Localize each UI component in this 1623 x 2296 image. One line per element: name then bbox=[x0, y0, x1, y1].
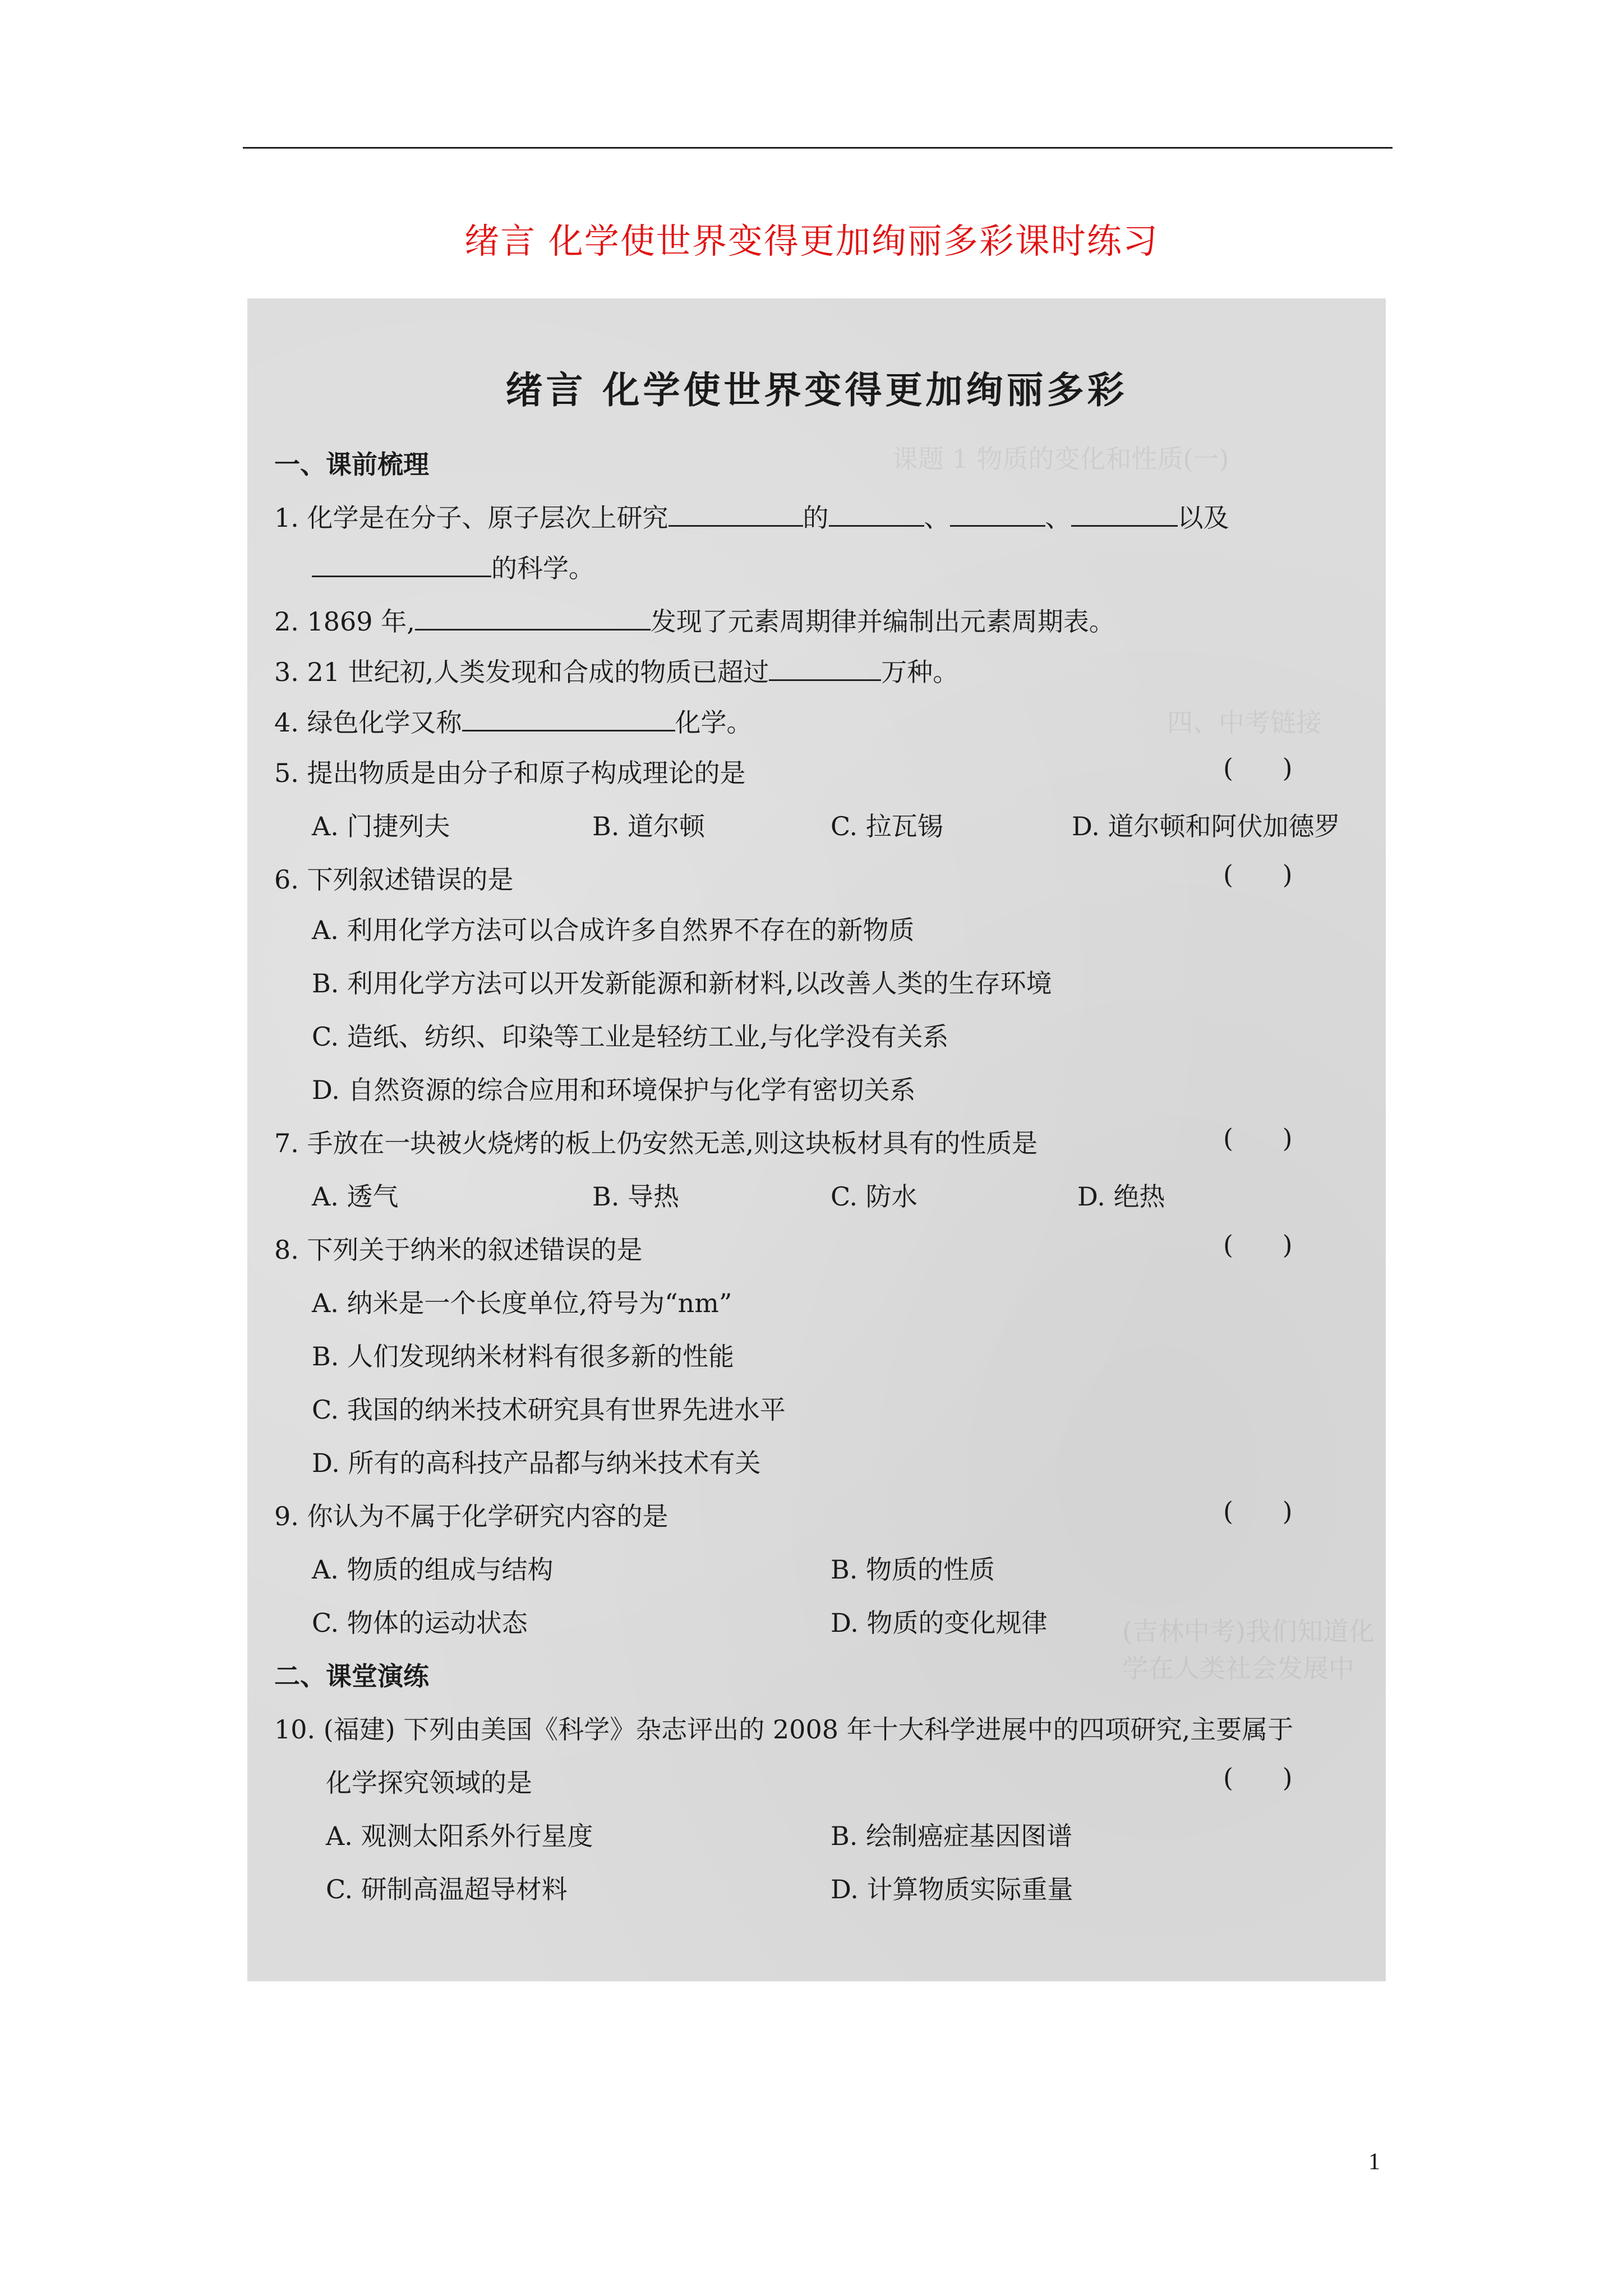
q10-option-c[interactable]: C. 研制高温超导材料 bbox=[326, 1874, 568, 1904]
q3-text-a: 3. 21 世纪初,人类发现和合成的物质已超过 bbox=[274, 657, 769, 687]
q10-option-a[interactable]: A. 观测太阳系外行星度 bbox=[326, 1821, 593, 1851]
q9-option-c[interactable]: C. 物体的运动状态 bbox=[312, 1608, 528, 1638]
q8-option-b[interactable]: B. 人们发现纳米材料有很多新的性能 bbox=[312, 1341, 735, 1372]
question-10-stem: 10. (福建) 下列由美国《科学》杂志评出的 2008 年十大科学进展中的四项研究,主要属于 bbox=[274, 1714, 1294, 1745]
q1-blank-4[interactable] bbox=[1071, 503, 1178, 527]
q1-text-e: 以及 bbox=[1177, 503, 1229, 533]
q1-blank-3[interactable] bbox=[950, 503, 1045, 527]
q8-answer-paren[interactable]: ( ) bbox=[1223, 1230, 1293, 1260]
q1-text-f: 的科学。 bbox=[491, 553, 594, 583]
q7-option-a[interactable]: A. 透气 bbox=[312, 1181, 399, 1212]
q7-option-d[interactable]: D. 绝热 bbox=[1077, 1181, 1165, 1212]
q4-text-b: 化学。 bbox=[675, 707, 753, 738]
question-5-stem: 5. 提出物质是由分子和原子构成理论的是 bbox=[274, 758, 746, 788]
q8-option-c[interactable]: C. 我国的纳米技术研究具有世界先进水平 bbox=[312, 1395, 786, 1425]
q5-option-a[interactable]: A. 门捷列夫 bbox=[312, 811, 450, 841]
q1-text-c: 、 bbox=[924, 503, 950, 533]
q1-blank-2[interactable] bbox=[829, 503, 924, 527]
q10-option-d[interactable]: D. 计算物质实际重量 bbox=[831, 1874, 1073, 1904]
worksheet-title: 绪言 化学使世界变得更加绚丽多彩 bbox=[505, 368, 1128, 412]
q5-option-c[interactable]: C. 拉瓦锡 bbox=[831, 811, 943, 841]
question-9-stem: 9. 你认为不属于化学研究内容的是 bbox=[274, 1501, 668, 1531]
q5-option-d[interactable]: D. 道尔顿和阿伏加德罗 bbox=[1072, 811, 1340, 841]
q7-answer-paren[interactable]: ( ) bbox=[1223, 1123, 1293, 1153]
q8-option-d[interactable]: D. 所有的高科技产品都与纳米技术有关 bbox=[312, 1448, 761, 1478]
section-heading-prestudy: 一、课前梳理 bbox=[274, 449, 429, 480]
question-1 bbox=[274, 498, 1229, 535]
question-10-stem-cont: 化学探究领域的是 bbox=[326, 1768, 532, 1798]
q9-option-b[interactable]: B. 物质的性质 bbox=[831, 1554, 995, 1585]
question-8-stem: 8. 下列关于纳米的叙述错误的是 bbox=[274, 1235, 643, 1265]
q7-option-b[interactable]: B. 导热 bbox=[592, 1181, 680, 1212]
q2-blank[interactable] bbox=[415, 606, 651, 631]
question-3 bbox=[274, 652, 958, 689]
q6-answer-paren[interactable]: ( ) bbox=[1223, 859, 1293, 890]
page-number: 1 bbox=[1368, 2149, 1380, 2175]
q6-option-b[interactable]: B. 利用化学方法可以开发新能源和新材料,以改善人类的生存环境 bbox=[312, 968, 1052, 999]
scanned-worksheet: 课题 1 物质的变化和性质(一) 四、中考链接 (吉林中考)我们知道化学在人类社会发展中 绪言 化学使世界变得更加绚丽多彩 一、课前梳理 1. 化学是在分子、原子层次上研究 的 、 、 以及 的科学。 2. 1869 年, 发现了元素周期律并编制出元素周期表。 3. 21 世纪初,人类发现和合成的物质已超过 万种。 4. 绿色化学又称 化学。 5. 提出物质是由分子和原子构成理论的是 ( ) A. 门捷列夫 B. 道尔顿 C. 拉瓦锡 D. 道尔顿和阿伏加德罗 6. 下列叙述错误的是 ( ) A. 利用化学方法可以合成许多自然界不存在的新物质 B. 利用化学方法可以开发新能源和新材料,以改善人类的生存环境 C. 造纸、纺织、印染等工业是轻纺工业,与化学没有关系 D. 自然资源的综合应用和环境保护与化学有密切关系 7. 手放在一块被火烧烤的板上仍安然无恙,则这块板材具有的性质是 ( ) A. 透气 B. 导热 C. 防水 D. 绝热 8. 下列关于纳米的叙述错误的是 ( ) A. 纳米是一个长度单位,符号为“nm” B. 人们发现纳米材料有很多新的性能 C. 我国的纳米技术研究具有世界先进水平 D. 所有的高科技产品都与纳米技术有关 9. 你认为不属于化学研究内容的是 ( ) A. 物质的组成与结构 B. 物质的性质 C. 物体的运动状态 D. 物质的变化规律 二、课堂演练 10. (福建) 下列由美国《科学》杂志评出的 2008 年十大科学进展中的四项研究,主要属于 化学探究领域的是 ( ) A. 观测太阳系外行星度 B. 绘制癌症基因图谱 C. 研制高温超导材料 D. 计算物质实际重量 bbox=[247, 298, 1386, 1981]
q1-blank-1[interactable] bbox=[668, 503, 803, 527]
question-7-stem: 7. 手放在一块被火烧烤的板上仍安然无恙,则这块板材具有的性质是 bbox=[274, 1128, 1038, 1158]
q9-option-d[interactable]: D. 物质的变化规律 bbox=[831, 1608, 1048, 1638]
q8-option-a[interactable]: A. 纳米是一个长度单位,符号为“nm” bbox=[312, 1288, 732, 1318]
q9-answer-paren[interactable]: ( ) bbox=[1223, 1496, 1293, 1526]
q5-answer-paren[interactable]: ( ) bbox=[1223, 753, 1293, 783]
q9-option-a[interactable]: A. 物质的组成与结构 bbox=[312, 1554, 554, 1585]
q2-text-b: 发现了元素周期律并编制出元素周期表。 bbox=[650, 606, 1115, 637]
q1-text-a: 1. 化学是在分子、原子层次上研究 bbox=[274, 503, 668, 533]
q3-blank[interactable] bbox=[769, 657, 881, 681]
question-4 bbox=[274, 702, 753, 739]
q5-option-b[interactable]: B. 道尔顿 bbox=[592, 811, 706, 841]
q6-option-c[interactable]: C. 造纸、纺织、印染等工业是轻纺工业,与化学没有关系 bbox=[312, 1022, 949, 1052]
q6-option-d[interactable]: D. 自然资源的综合应用和环境保护与化学有密切关系 bbox=[312, 1075, 916, 1105]
q2-text-a: 2. 1869 年, bbox=[274, 606, 415, 637]
q3-text-b: 万种。 bbox=[881, 657, 959, 687]
header-rule bbox=[243, 147, 1393, 149]
question-2 bbox=[274, 601, 1115, 638]
q7-option-c[interactable]: C. 防水 bbox=[831, 1181, 917, 1212]
q6-option-a[interactable]: A. 利用化学方法可以合成许多自然界不存在的新物质 bbox=[312, 915, 915, 945]
q10-option-b[interactable]: B. 绘制癌症基因图谱 bbox=[831, 1821, 1073, 1851]
document-title: 绪言 化学使世界变得更加绚丽多彩课时练习 bbox=[464, 220, 1159, 261]
question-1-cont bbox=[312, 548, 594, 585]
section-heading-classwork: 二、课堂演练 bbox=[274, 1661, 429, 1691]
question-6-stem: 6. 下列叙述错误的是 bbox=[274, 864, 514, 895]
q4-blank[interactable] bbox=[462, 707, 675, 731]
q10-answer-paren[interactable]: ( ) bbox=[1223, 1763, 1293, 1793]
q4-text-a: 4. 绿色化学又称 bbox=[274, 707, 462, 738]
q1-text-d: 、 bbox=[1045, 503, 1071, 533]
q1-text-b: 的 bbox=[803, 503, 829, 533]
q1-blank-5[interactable] bbox=[312, 553, 491, 577]
